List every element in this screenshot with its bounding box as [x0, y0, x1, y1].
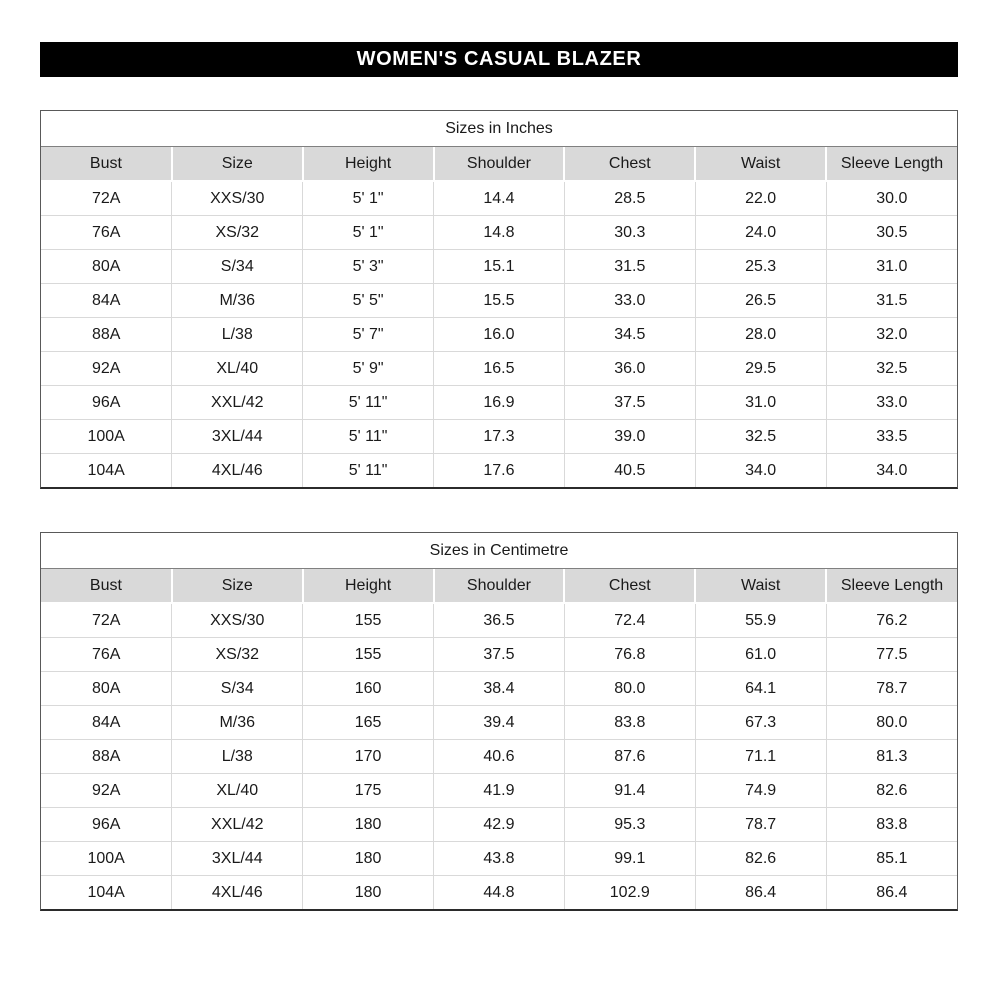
table-row	[41, 603, 957, 638]
table-cell: XXS/30	[172, 181, 303, 216]
table-cell: 86.4	[695, 876, 826, 910]
table-cell: 31.0	[826, 250, 957, 284]
table-cell: 84A	[41, 706, 172, 740]
table-cell: 22.0	[695, 181, 826, 216]
table-cell: 72.4	[564, 603, 695, 638]
table-header	[41, 147, 957, 181]
table-cell: 100A	[41, 842, 172, 876]
table-cell: 175	[303, 774, 434, 808]
table-cell: 5' 1"	[303, 216, 434, 250]
table-cell: L/38	[172, 740, 303, 774]
table-cell: 37.5	[564, 386, 695, 420]
table-cell: S/34	[172, 672, 303, 706]
table-row	[41, 808, 957, 842]
table-cell: 88A	[41, 318, 172, 352]
table-cell: 91.4	[564, 774, 695, 808]
table-cell: 102.9	[564, 876, 695, 910]
sizes-in-inches-table	[40, 110, 958, 489]
table-cell: 34.0	[826, 454, 957, 488]
table-cell: 41.9	[434, 774, 565, 808]
table-cell: 16.5	[434, 352, 565, 386]
table-cell: 95.3	[564, 808, 695, 842]
table-cell: 83.8	[826, 808, 957, 842]
table-cell: 16.0	[434, 318, 565, 352]
table-cell: 180	[303, 876, 434, 910]
table-cell: 3XL/44	[172, 420, 303, 454]
table-cell: 80.0	[564, 672, 695, 706]
table-cell: 33.5	[826, 420, 957, 454]
table-cell: XS/32	[172, 638, 303, 672]
table-cell: M/36	[172, 284, 303, 318]
table-cell: 30.3	[564, 216, 695, 250]
table-row	[41, 352, 957, 386]
table-cell: 31.5	[826, 284, 957, 318]
table-cell: 180	[303, 808, 434, 842]
table-cell: 92A	[41, 352, 172, 386]
table-cell: 87.6	[564, 740, 695, 774]
table-row	[41, 842, 957, 876]
table-cell: 80.0	[826, 706, 957, 740]
table-cell: 5' 5"	[303, 284, 434, 318]
table-cell: 170	[303, 740, 434, 774]
column-header: Chest	[564, 147, 695, 181]
table-cell: 31.0	[695, 386, 826, 420]
table-cell: XL/40	[172, 352, 303, 386]
column-header: Bust	[41, 569, 172, 603]
table-cell: 85.1	[826, 842, 957, 876]
table-row	[41, 318, 957, 352]
table-cell: 96A	[41, 386, 172, 420]
table-body	[41, 603, 957, 909]
table-cell: 25.3	[695, 250, 826, 284]
table-cell: 80A	[41, 250, 172, 284]
table-cell: S/34	[172, 250, 303, 284]
table-cell: XXL/42	[172, 386, 303, 420]
table-cell: 67.3	[695, 706, 826, 740]
column-header: Size	[172, 147, 303, 181]
size-table-centimetre	[41, 569, 957, 909]
table-cell: 40.5	[564, 454, 695, 488]
table-row	[41, 876, 957, 910]
table-cell: 82.6	[826, 774, 957, 808]
table-cell: 76A	[41, 638, 172, 672]
table-cell: 39.4	[434, 706, 565, 740]
table-cell: XXS/30	[172, 603, 303, 638]
table-cell: 82.6	[695, 842, 826, 876]
table-cell: 83.8	[564, 706, 695, 740]
table-cell: 36.0	[564, 352, 695, 386]
column-header: Size	[172, 569, 303, 603]
table-row	[41, 420, 957, 454]
table-cell: 37.5	[434, 638, 565, 672]
table-cell: 88A	[41, 740, 172, 774]
table-cell: 99.1	[564, 842, 695, 876]
column-header: Shoulder	[434, 147, 565, 181]
table-cell: 5' 1"	[303, 181, 434, 216]
table-cell: 78.7	[695, 808, 826, 842]
table-row	[41, 250, 957, 284]
table-cell: 155	[303, 638, 434, 672]
table-cell: 39.0	[564, 420, 695, 454]
table-cell: 5' 9"	[303, 352, 434, 386]
table-cell: 72A	[41, 603, 172, 638]
table-cell: XL/40	[172, 774, 303, 808]
table-cell: 28.0	[695, 318, 826, 352]
table-cell: 34.5	[564, 318, 695, 352]
table-title-centimetre: Sizes in Centimetre	[41, 533, 957, 569]
table-cell: 81.3	[826, 740, 957, 774]
table-cell: 71.1	[695, 740, 826, 774]
table-cell: 5' 3"	[303, 250, 434, 284]
table-cell: 4XL/46	[172, 454, 303, 488]
table-cell: 64.1	[695, 672, 826, 706]
table-row	[41, 454, 957, 488]
table-cell: 31.5	[564, 250, 695, 284]
table-cell: 72A	[41, 181, 172, 216]
table-cell: XXL/42	[172, 808, 303, 842]
column-header: Sleeve Length	[826, 147, 957, 181]
table-cell: 24.0	[695, 216, 826, 250]
table-cell: 17.3	[434, 420, 565, 454]
table-cell: 36.5	[434, 603, 565, 638]
table-cell: M/36	[172, 706, 303, 740]
table-row	[41, 386, 957, 420]
table-cell: 76.8	[564, 638, 695, 672]
table-row	[41, 706, 957, 740]
table-cell: 86.4	[826, 876, 957, 910]
table-cell: 17.6	[434, 454, 565, 488]
column-header: Bust	[41, 147, 172, 181]
table-cell: 32.0	[826, 318, 957, 352]
table-cell: 77.5	[826, 638, 957, 672]
table-row	[41, 638, 957, 672]
table-cell: 14.8	[434, 216, 565, 250]
column-header: Shoulder	[434, 569, 565, 603]
table-cell: 15.1	[434, 250, 565, 284]
product-title-banner	[40, 42, 958, 77]
table-cell: 155	[303, 603, 434, 638]
table-cell: L/38	[172, 318, 303, 352]
table-cell: 76A	[41, 216, 172, 250]
table-cell: 15.5	[434, 284, 565, 318]
product-title: WOMEN'S CASUAL BLAZER	[356, 48, 642, 70]
table-cell: 5' 11"	[303, 386, 434, 420]
table-cell: 14.4	[434, 181, 565, 216]
table-cell: 28.5	[564, 181, 695, 216]
table-cell: XS/32	[172, 216, 303, 250]
table-cell: 30.0	[826, 181, 957, 216]
table-cell: 100A	[41, 420, 172, 454]
table-row	[41, 216, 957, 250]
table-cell: 33.0	[564, 284, 695, 318]
table-cell: 32.5	[695, 420, 826, 454]
table-cell: 44.8	[434, 876, 565, 910]
table-row	[41, 181, 957, 216]
table-cell: 34.0	[695, 454, 826, 488]
table-row	[41, 774, 957, 808]
table-cell: 104A	[41, 454, 172, 488]
table-cell: 4XL/46	[172, 876, 303, 910]
table-cell: 5' 11"	[303, 420, 434, 454]
column-header: Height	[303, 147, 434, 181]
table-cell: 16.9	[434, 386, 565, 420]
table-header	[41, 569, 957, 603]
column-header: Sleeve Length	[826, 569, 957, 603]
table-cell: 40.6	[434, 740, 565, 774]
table-cell: 76.2	[826, 603, 957, 638]
column-header: Chest	[564, 569, 695, 603]
table-cell: 92A	[41, 774, 172, 808]
table-cell: 26.5	[695, 284, 826, 318]
table-cell: 5' 11"	[303, 454, 434, 488]
table-cell: 3XL/44	[172, 842, 303, 876]
table-row	[41, 740, 957, 774]
table-cell: 74.9	[695, 774, 826, 808]
table-cell: 5' 7"	[303, 318, 434, 352]
sizes-in-centimetre-table	[40, 532, 958, 911]
table-body	[41, 181, 957, 487]
table-cell: 42.9	[434, 808, 565, 842]
column-header: Waist	[695, 569, 826, 603]
table-cell: 43.8	[434, 842, 565, 876]
table-cell: 165	[303, 706, 434, 740]
table-row	[41, 672, 957, 706]
table-cell: 160	[303, 672, 434, 706]
table-cell: 38.4	[434, 672, 565, 706]
table-title-inches: Sizes in Inches	[41, 111, 957, 147]
size-table-inches	[41, 147, 957, 487]
table-cell: 33.0	[826, 386, 957, 420]
table-cell: 96A	[41, 808, 172, 842]
table-cell: 29.5	[695, 352, 826, 386]
table-cell: 30.5	[826, 216, 957, 250]
table-cell: 80A	[41, 672, 172, 706]
table-cell: 55.9	[695, 603, 826, 638]
table-row	[41, 284, 957, 318]
table-cell: 32.5	[826, 352, 957, 386]
column-header: Waist	[695, 147, 826, 181]
column-header: Height	[303, 569, 434, 603]
table-cell: 78.7	[826, 672, 957, 706]
table-cell: 84A	[41, 284, 172, 318]
table-cell: 61.0	[695, 638, 826, 672]
table-cell: 180	[303, 842, 434, 876]
table-cell: 104A	[41, 876, 172, 910]
